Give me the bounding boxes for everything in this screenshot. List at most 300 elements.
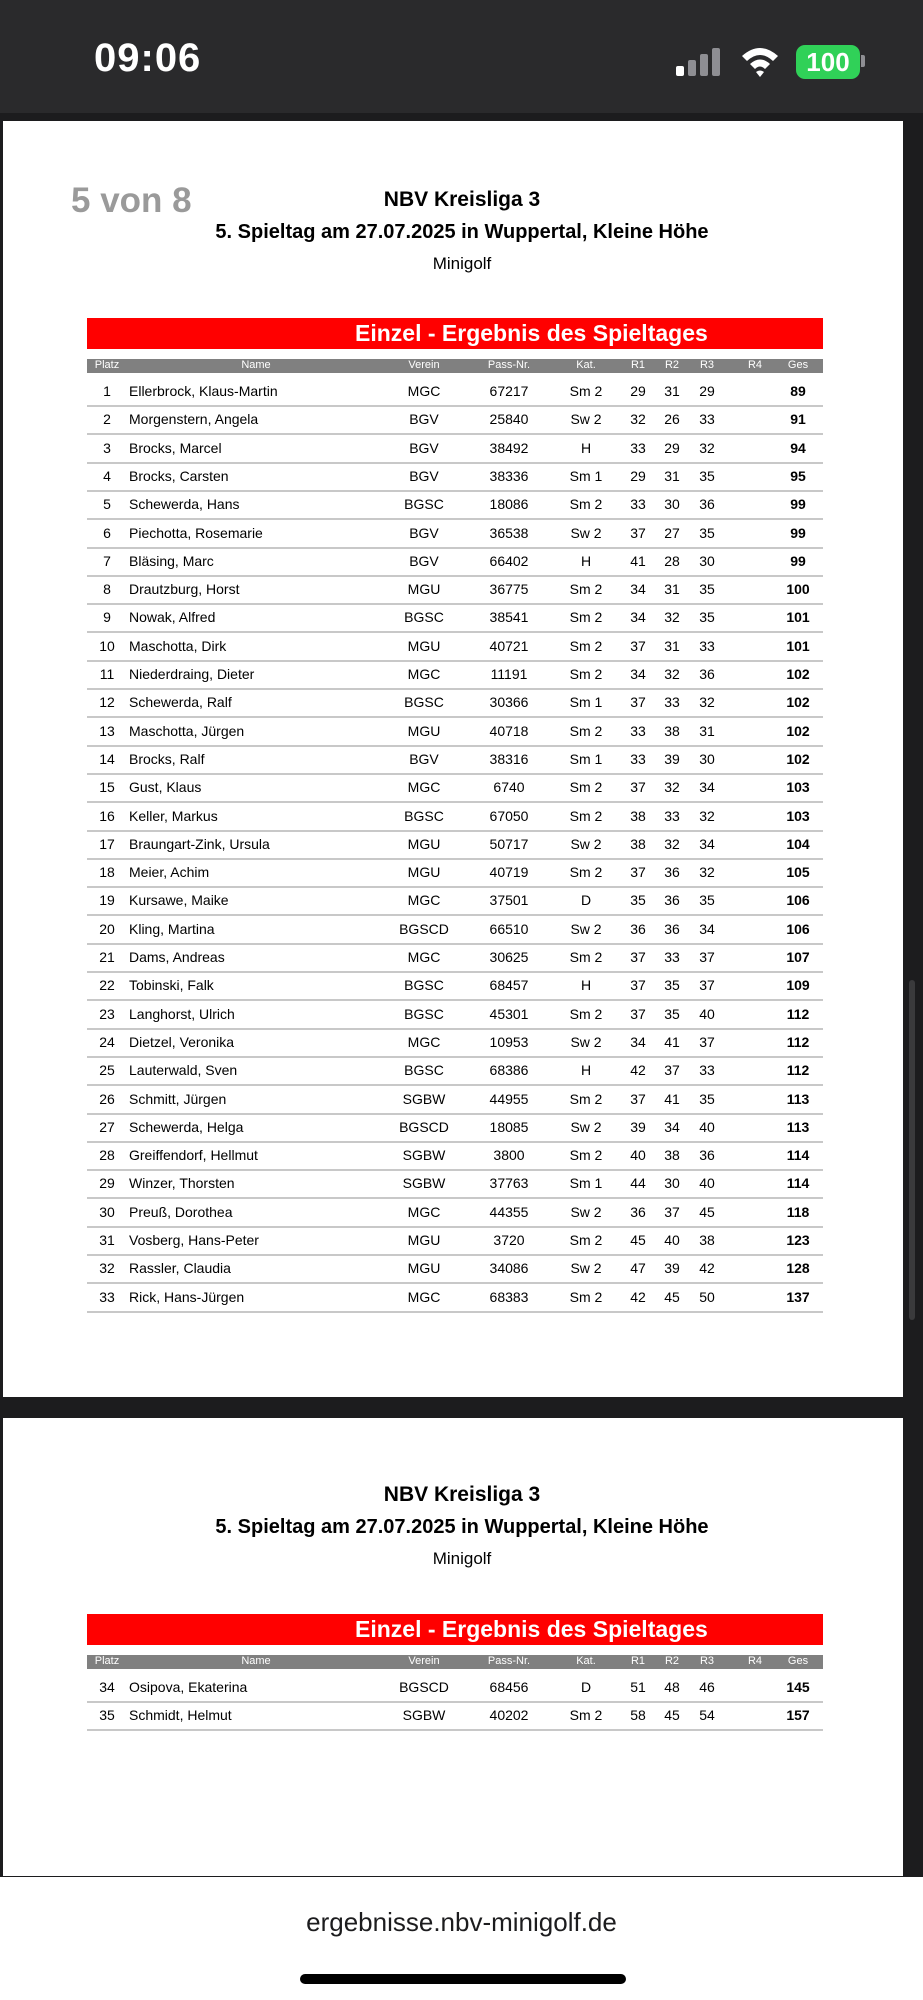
cell-r2: 35 — [664, 1005, 680, 1022]
cell-r3: 37 — [699, 1033, 715, 1050]
cell-r3: 35 — [699, 892, 715, 909]
cell-r2: 36 — [664, 892, 680, 909]
cell-r1: 47 — [630, 1260, 646, 1277]
cell-r1: 37 — [630, 1090, 646, 1107]
cell-r3: 31 — [699, 722, 715, 739]
cell-r3: 33 — [699, 637, 715, 654]
cell-pass-nr: 67050 — [489, 807, 529, 824]
cell-kat: Sm 1 — [569, 1175, 603, 1192]
cell-pass-nr: 34086 — [489, 1260, 529, 1277]
header-r3: R3 — [699, 359, 715, 371]
table-row — [87, 1673, 823, 1703]
cell-ges: 106 — [786, 892, 810, 909]
cell-pass-nr: 37501 — [489, 892, 529, 909]
cell-r3: 45 — [699, 1203, 715, 1220]
cell-r3: 35 — [699, 609, 715, 626]
cell-kat: Sm 2 — [569, 1707, 603, 1724]
cell-platz: 34 — [99, 1679, 115, 1695]
cell-verein: BGSCD — [399, 920, 449, 937]
header-name: Name — [241, 359, 271, 371]
cell-platz: 5 — [103, 496, 111, 513]
cell-r3: 34 — [699, 779, 715, 796]
header-r4: R4 — [747, 1655, 763, 1667]
cell-r1: 58 — [630, 1707, 646, 1724]
table-row — [87, 1056, 823, 1086]
cell-r3: 32 — [699, 439, 715, 456]
cell-pass-nr: 38336 — [489, 467, 529, 484]
header-r1: R1 — [630, 1655, 646, 1667]
cell-r2: 45 — [664, 1288, 680, 1305]
cell-name: Osipova, Ekaterina — [129, 1679, 248, 1695]
cell-r1: 40 — [630, 1147, 646, 1164]
cell-r1: 34 — [630, 609, 646, 626]
cell-name: Morgenstern, Angela — [129, 411, 259, 428]
cell-ges: 100 — [786, 581, 810, 598]
cell-kat: Sw 2 — [570, 1118, 602, 1135]
status-time: 09:06 — [94, 36, 202, 80]
cell-r2: 39 — [664, 1260, 680, 1277]
table-row — [87, 830, 823, 860]
page-indicator: 5 von 8 — [71, 181, 192, 220]
cell-r3: 30 — [699, 552, 715, 569]
table-row — [87, 547, 823, 577]
cell-platz: 12 — [99, 694, 115, 711]
table-row — [87, 462, 823, 492]
cell-pass-nr: 18085 — [489, 1118, 529, 1135]
header-kat: Kat. — [576, 359, 596, 371]
table-row — [87, 802, 823, 832]
cell-r1: 36 — [630, 920, 646, 937]
cell-ges: 105 — [786, 864, 810, 881]
cell-r1: 44 — [630, 1175, 646, 1192]
cell-kat: Sm 2 — [569, 637, 603, 654]
header-r4: R4 — [747, 359, 763, 371]
cell-r2: 27 — [664, 524, 680, 541]
table-row — [87, 745, 823, 775]
cell-verein: MGU — [407, 864, 441, 881]
cell-name: Meier, Achim — [129, 864, 210, 881]
cell-pass-nr: 11191 — [490, 666, 528, 682]
table-row — [87, 1028, 823, 1058]
battery-icon: 100 — [796, 45, 860, 79]
cell-kat: D — [580, 1679, 592, 1695]
cell-verein: MGU — [407, 722, 441, 739]
cell-r3: 33 — [699, 411, 715, 428]
cell-verein: SGBW — [402, 1147, 446, 1164]
cell-verein: MGC — [407, 949, 441, 965]
cell-verein: SGBW — [402, 1090, 446, 1107]
cell-kat: Sw 2 — [570, 1033, 602, 1050]
cell-kat: D — [580, 892, 592, 909]
cell-platz: 23 — [99, 1005, 115, 1022]
table-row — [87, 405, 823, 435]
cell-r3: 50 — [699, 1288, 715, 1305]
cell-verein: MGU — [407, 637, 441, 654]
cell-r3: 35 — [699, 1090, 715, 1107]
table-row — [87, 1226, 823, 1256]
cell-verein: BGSC — [404, 496, 444, 513]
cell-r2: 48 — [664, 1679, 680, 1695]
cell-name: Vosberg, Hans-Peter — [129, 1232, 259, 1248]
cell-r2: 29 — [664, 439, 680, 456]
cell-pass-nr: 6740 — [493, 779, 525, 796]
cell-ges: 102 — [786, 666, 810, 682]
cell-platz: 3 — [103, 439, 111, 456]
cell-ges: 114 — [786, 1175, 810, 1192]
cell-r3: 42 — [699, 1260, 715, 1277]
cell-name: Nowak, Alfred — [129, 609, 216, 626]
cell-r2: 33 — [664, 949, 680, 965]
event-subtitle: 5. Spieltag am 27.07.2025 in Wuppertal, Kleine Höhe — [215, 221, 709, 243]
cell-ges: 128 — [786, 1260, 810, 1277]
cell-pass-nr: 3800 — [493, 1147, 525, 1164]
table-row — [87, 1198, 823, 1228]
event-subtitle: 5. Spieltag am 27.07.2025 in Wuppertal, Kleine Höhe — [215, 1516, 709, 1538]
cell-verein: BGV — [409, 411, 439, 428]
table-row — [87, 1701, 823, 1731]
cell-r3: 36 — [699, 1147, 715, 1164]
cell-pass-nr: 36775 — [489, 581, 529, 598]
header-verein: Verein — [408, 359, 440, 371]
status-bar — [0, 0, 923, 113]
cell-ges: 99 — [790, 496, 806, 513]
table-row — [87, 717, 823, 747]
cell-kat: Sm 2 — [569, 383, 603, 399]
cell-ges: 102 — [786, 722, 810, 739]
cell-name: Schewerda, Ralf — [129, 694, 232, 711]
cell-pass-nr: 68456 — [489, 1679, 529, 1695]
cell-ges: 109 — [786, 977, 810, 994]
cell-verein: MGC — [407, 779, 441, 796]
cell-pass-nr: 40721 — [489, 637, 529, 654]
cell-r1: 34 — [630, 581, 646, 598]
cell-r2: 31 — [664, 581, 680, 598]
cell-kat: Sm 2 — [569, 1147, 603, 1164]
league-title: NBV Kreisliga 3 — [383, 188, 541, 211]
header-platz: Platz — [94, 359, 120, 371]
cell-r2: 40 — [664, 1232, 680, 1248]
cell-verein: SGBW — [402, 1707, 446, 1724]
cell-platz: 8 — [103, 581, 111, 598]
cell-r1: 29 — [630, 467, 646, 484]
cell-r3: 37 — [699, 949, 715, 965]
cell-ges: 137 — [786, 1288, 810, 1305]
cell-r2: 34 — [664, 1118, 680, 1135]
cell-r3: 32 — [699, 864, 715, 881]
url-display[interactable]: ergebnisse.nbv-minigolf.de — [306, 1907, 617, 1937]
cell-pass-nr: 36538 — [489, 524, 529, 541]
cellular-signal-icon — [676, 48, 722, 76]
table-row — [87, 688, 823, 718]
cell-pass-nr: 30366 — [489, 694, 529, 711]
cell-verein: SGBW — [402, 1175, 446, 1192]
cell-ges: 113 — [786, 1090, 810, 1107]
cell-ges: 123 — [786, 1232, 810, 1248]
cell-r1: 39 — [630, 1118, 646, 1135]
cell-r2: 28 — [664, 552, 680, 569]
cell-name: Ellerbrock, Klaus-Martin — [129, 383, 278, 399]
cell-kat: Sm 2 — [569, 949, 603, 965]
cell-name: Brocks, Ralf — [129, 750, 205, 767]
cell-name: Dams, Andreas — [129, 949, 225, 965]
header-r3: R3 — [699, 1655, 715, 1667]
cell-verein: BGSC — [404, 1005, 444, 1022]
cell-ges: 118 — [786, 1203, 810, 1220]
cell-r3: 36 — [699, 496, 715, 513]
header-ges: Ges — [787, 1655, 809, 1667]
cell-kat: Sm 1 — [569, 750, 603, 767]
cell-r3: 40 — [699, 1005, 715, 1022]
cell-name: Lauterwald, Sven — [129, 1062, 238, 1079]
cell-ges: 101 — [786, 609, 810, 626]
cell-name: Kling, Martina — [129, 920, 215, 937]
cell-verein: BGV — [409, 552, 439, 569]
cell-pass-nr: 40719 — [489, 864, 529, 881]
cell-r3: 34 — [699, 920, 715, 937]
cell-r3: 29 — [699, 383, 715, 399]
table-row — [87, 377, 823, 407]
cell-pass-nr: 45301 — [489, 1005, 529, 1022]
cell-kat: Sm 2 — [569, 666, 603, 682]
browser-bottom-bar — [0, 1877, 923, 2000]
cell-r2: 32 — [664, 779, 680, 796]
cell-r2: 39 — [664, 750, 680, 767]
cell-platz: 13 — [99, 722, 115, 739]
table-row — [87, 943, 823, 973]
cell-ges: 89 — [790, 383, 806, 399]
cell-verein: BGSC — [404, 1062, 444, 1079]
cell-kat: Sm 2 — [569, 1288, 603, 1305]
cell-verein: MGU — [407, 1260, 441, 1277]
cell-r3: 40 — [699, 1118, 715, 1135]
cell-platz: 11 — [99, 666, 115, 682]
cell-ges: 145 — [786, 1679, 810, 1695]
cell-pass-nr: 68386 — [489, 1062, 529, 1079]
cell-r3: 34 — [699, 835, 715, 852]
cell-r2: 41 — [664, 1090, 680, 1107]
cell-kat: H — [580, 552, 592, 569]
cell-r1: 51 — [630, 1679, 646, 1695]
cell-r3: 33 — [699, 1062, 715, 1079]
cell-kat: Sm 2 — [569, 1090, 603, 1107]
cell-verein: BGV — [409, 750, 439, 767]
cell-platz: 21 — [99, 949, 115, 965]
cell-ges: 112 — [786, 1033, 810, 1050]
cell-r1: 33 — [630, 439, 646, 456]
cell-r1: 35 — [630, 892, 646, 909]
cell-ges: 107 — [786, 949, 810, 965]
cell-r2: 32 — [664, 666, 680, 682]
cell-r1: 37 — [630, 1005, 646, 1022]
cell-name: Dietzel, Veronika — [129, 1033, 235, 1050]
cell-ges: 103 — [786, 807, 810, 824]
cell-r2: 30 — [664, 1175, 680, 1192]
cell-r3: 46 — [699, 1679, 715, 1695]
battery-tip — [861, 55, 865, 67]
cell-r2: 32 — [664, 835, 680, 852]
section-title-bar — [87, 318, 823, 349]
cell-ges: 112 — [786, 1005, 810, 1022]
cell-ges: 99 — [790, 524, 806, 541]
table-row — [87, 575, 823, 605]
cell-platz: 22 — [99, 977, 115, 994]
cell-platz: 10 — [99, 637, 115, 654]
cell-r1: 37 — [630, 977, 646, 994]
table-row — [87, 886, 823, 916]
cell-ges: 101 — [786, 637, 810, 654]
header-r1: R1 — [630, 359, 646, 371]
cell-ges: 103 — [786, 779, 810, 796]
cell-platz: 14 — [99, 750, 115, 767]
cell-platz: 35 — [99, 1707, 115, 1724]
cell-r2: 36 — [664, 920, 680, 937]
sport-label: Minigolf — [432, 254, 492, 273]
cell-r2: 31 — [664, 383, 680, 399]
cell-pass-nr: 38316 — [489, 750, 529, 767]
cell-name: Schmidt, Helmut — [129, 1707, 232, 1724]
header-pass-nr: Pass-Nr. — [487, 1655, 531, 1667]
wifi-icon — [740, 44, 780, 78]
cell-r3: 30 — [699, 750, 715, 767]
cell-pass-nr: 66402 — [489, 552, 529, 569]
header-name: Name — [241, 1655, 271, 1667]
cell-r3: 36 — [699, 666, 715, 682]
cell-pass-nr: 38541 — [489, 609, 529, 626]
cell-r1: 37 — [630, 864, 646, 881]
cell-r2: 38 — [664, 1147, 680, 1164]
cell-name: Braungart-Zink, Ursula — [129, 835, 270, 852]
cell-ges: 114 — [786, 1147, 810, 1164]
cell-verein: BGSC — [404, 977, 444, 994]
cell-platz: 2 — [103, 411, 111, 428]
table-header — [87, 1655, 823, 1669]
cell-platz: 16 — [99, 807, 115, 824]
cell-r2: 36 — [664, 864, 680, 881]
cell-platz: 18 — [99, 864, 115, 881]
cell-platz: 26 — [99, 1090, 115, 1107]
table-row — [87, 1283, 823, 1313]
cell-platz: 29 — [99, 1175, 115, 1192]
cell-verein: MGC — [407, 1288, 441, 1305]
cell-kat: Sm 2 — [569, 807, 603, 824]
section-title: Einzel - Ergebnis des Spieltages — [355, 1616, 708, 1642]
table-row — [87, 1141, 823, 1171]
sport-label: Minigolf — [432, 1549, 492, 1568]
cell-pass-nr: 18086 — [489, 496, 529, 513]
cell-name: Maschotta, Jürgen — [129, 722, 245, 739]
cell-platz: 31 — [99, 1232, 115, 1248]
cell-platz: 19 — [99, 892, 115, 909]
cell-pass-nr: 38492 — [489, 439, 529, 456]
cell-ges: 95 — [790, 467, 806, 484]
cell-platz: 24 — [99, 1033, 115, 1050]
cell-kat: Sw 2 — [570, 411, 602, 428]
cell-name: Winzer, Thorsten — [129, 1175, 235, 1192]
table-row — [87, 632, 823, 662]
cell-r2: 41 — [664, 1033, 680, 1050]
table-row — [87, 490, 823, 520]
cell-pass-nr: 40718 — [489, 722, 529, 739]
cell-platz: 27 — [99, 1118, 115, 1135]
header-r2: R2 — [664, 359, 680, 371]
cell-platz: 7 — [103, 552, 111, 569]
cell-r1: 45 — [630, 1232, 646, 1248]
cell-name: Niederdraing, Dieter — [129, 666, 255, 682]
cell-pass-nr: 37763 — [489, 1175, 529, 1192]
cell-verein: BGSC — [404, 609, 444, 626]
cell-pass-nr: 40202 — [489, 1707, 529, 1724]
cell-verein: BGV — [409, 467, 439, 484]
cell-r3: 32 — [699, 807, 715, 824]
cell-name: Brocks, Marcel — [129, 439, 222, 456]
cell-name: Rassler, Claudia — [129, 1260, 231, 1277]
table-row — [87, 1254, 823, 1284]
header-r2: R2 — [664, 1655, 680, 1667]
cell-r1: 33 — [630, 722, 646, 739]
cell-r3: 40 — [699, 1175, 715, 1192]
cell-r1: 36 — [630, 1203, 646, 1220]
cell-kat: Sm 1 — [569, 694, 603, 711]
cell-r1: 42 — [630, 1062, 646, 1079]
cell-kat: Sm 2 — [569, 609, 603, 626]
cell-verein: BGSCD — [399, 1118, 449, 1135]
cell-pass-nr: 3720 — [493, 1232, 525, 1248]
cell-kat: Sw 2 — [570, 1203, 602, 1220]
table-header — [87, 359, 823, 373]
cell-platz: 9 — [103, 609, 111, 626]
cell-r3: 54 — [699, 1707, 715, 1724]
cell-pass-nr: 68383 — [489, 1288, 529, 1305]
scrollbar[interactable] — [909, 980, 915, 1320]
cell-platz: 30 — [99, 1203, 115, 1220]
cell-r3: 37 — [699, 977, 715, 994]
cell-kat: Sw 2 — [570, 920, 602, 937]
cell-name: Schewerda, Helga — [129, 1118, 244, 1135]
cell-platz: 33 — [99, 1288, 115, 1305]
section-title: Einzel - Ergebnis des Spieltages — [355, 320, 708, 346]
cell-name: Maschotta, Dirk — [129, 637, 227, 654]
table-row — [87, 519, 823, 549]
cell-pass-nr: 50717 — [489, 835, 529, 852]
cell-r1: 42 — [630, 1288, 646, 1305]
table-row — [87, 603, 823, 633]
cell-ges: 94 — [790, 439, 806, 456]
cell-verein: MGC — [407, 1203, 441, 1220]
cell-r2: 45 — [664, 1707, 680, 1724]
cell-r1: 37 — [630, 779, 646, 796]
header-verein: Verein — [408, 1655, 440, 1667]
table-row — [87, 1000, 823, 1030]
cell-r2: 33 — [664, 807, 680, 824]
table-row — [87, 1085, 823, 1115]
home-indicator[interactable] — [300, 1974, 626, 1984]
cell-name: Schmitt, Jürgen — [129, 1090, 227, 1107]
cell-ges: 112 — [786, 1062, 810, 1079]
cell-name: Drautzburg, Horst — [129, 581, 240, 598]
cell-r1: 37 — [630, 637, 646, 654]
cell-platz: 6 — [103, 524, 111, 541]
table-row — [87, 434, 823, 464]
cell-r2: 30 — [664, 496, 680, 513]
cell-r2: 26 — [664, 411, 680, 428]
header-pass-nr: Pass-Nr. — [487, 359, 531, 371]
cell-pass-nr: 44955 — [489, 1090, 529, 1107]
cell-platz: 25 — [99, 1062, 115, 1079]
cell-name: Preuß, Dorothea — [129, 1203, 233, 1220]
cell-name: Greiffendorf, Hellmut — [129, 1147, 258, 1164]
cell-pass-nr: 30625 — [489, 949, 529, 965]
cell-kat: Sm 2 — [569, 496, 603, 513]
